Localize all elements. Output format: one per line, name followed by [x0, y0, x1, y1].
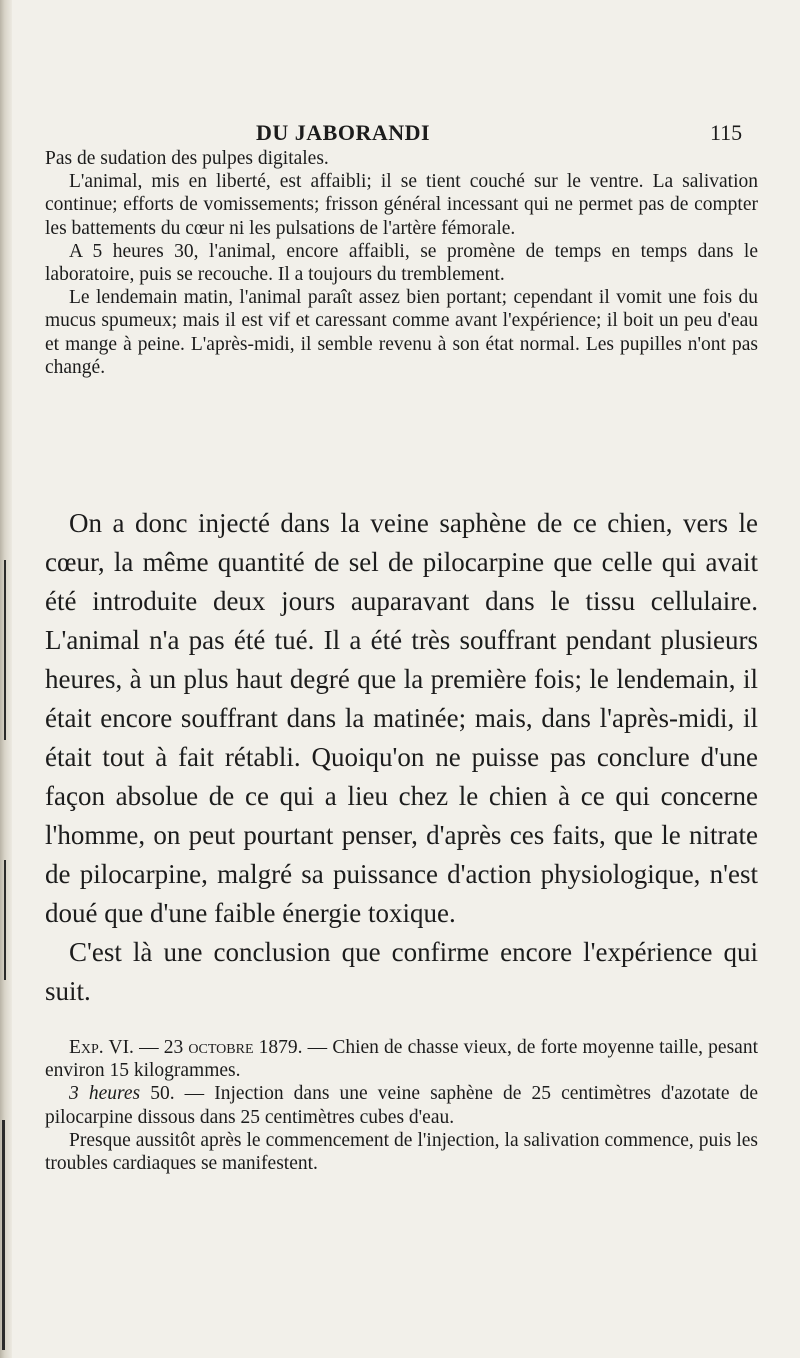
- experiment-description: 1879. — Chien de chasse vieux, de forte moyenne taille, pesant environ 15 kilogrammes.: [45, 1037, 758, 1082]
- edge-mark: [4, 860, 6, 980]
- edge-mark: [2, 1120, 5, 1350]
- paragraph: Pas de sudation des pulpes digitales.: [45, 148, 329, 169]
- time-label: 3 heures: [69, 1083, 141, 1105]
- page-number: 115: [710, 120, 743, 145]
- experiment-heading-paragraph: [45, 1036, 758, 1082]
- edge-mark: [4, 560, 6, 740]
- page-edge: [0, 0, 12, 1358]
- experiment-date-prefix: — 23: [133, 1037, 189, 1058]
- paragraph: Le lendemain matin, l'animal paraît assez bien portant; cependant il vomit une fois du mucus spumeux; mais il est vif et caressant comme avant l'expérience; il boit un peu d'eau et mange à peine. L'après-midi, il semble revenu à son état normal. Les pupilles n'ont pas changé.: [45, 287, 758, 378]
- experiment-label: Exp. VI.: [69, 1037, 134, 1058]
- running-title: DU JABORANDI: [256, 120, 431, 145]
- experiment-notes: [45, 1036, 758, 1175]
- injection-paragraph: [45, 1082, 758, 1128]
- paragraph: C'est là une conclusion que confirme encore l'expérience qui suit.: [45, 937, 758, 1006]
- paragraph: L'animal, mis en liberté, est affaibli; il se tient couché sur le ventre. La salivation continue; efforts de vomissements; frisson général incessant qui ne permet pas de compter les battements du cœur ni les pulsations de l'artère fémorale.: [45, 171, 758, 239]
- observation-notes: [45, 147, 758, 379]
- injection-text: 50. — Injection dans une veine saphène de 25 centimètres d'azotate de pilocarpine dissous dans 25 centimètres cubes d'eau.: [45, 1083, 758, 1128]
- experiment-month: octobre: [188, 1037, 254, 1058]
- paragraph: Presque aussitôt après le commencement de l'injection, la salivation commence, puis les troubles cardiaques se manifestent.: [45, 1129, 758, 1175]
- paragraph: On a donc injecté dans la veine saphène de ce chien, vers le cœur, la même quantité de sel de pilocarpine que celle qui avait été introduite deux jours auparavant dans le tissu cellulaire. L'animal n'a pas été tué. Il a été très souffrant pendant plusieurs heures, à un plus haut degré que la première fois; le lendemain, il était encore souffrant dans la matinée; mais, dans l'après-midi, il était tout à fait rétabli. Quoiqu'on ne puisse pas conclure d'une façon absolue de ce qui a lieu chez le chien à ce qui concerne l'homme, on peut pourtant penser, d'après ces faits, que le nitrate de pilocarpine, malgré sa puissance d'action physiologique, n'est doué que d'une faible énergie toxique.: [45, 508, 758, 928]
- paragraph: A 5 heures 30, l'animal, encore affaibli, se promène de temps en temps dans le laboratoire, puis se recouche. Il a toujours du tremblement.: [45, 240, 758, 286]
- page-header: [0, 120, 800, 150]
- conclusion-text: [45, 504, 758, 1011]
